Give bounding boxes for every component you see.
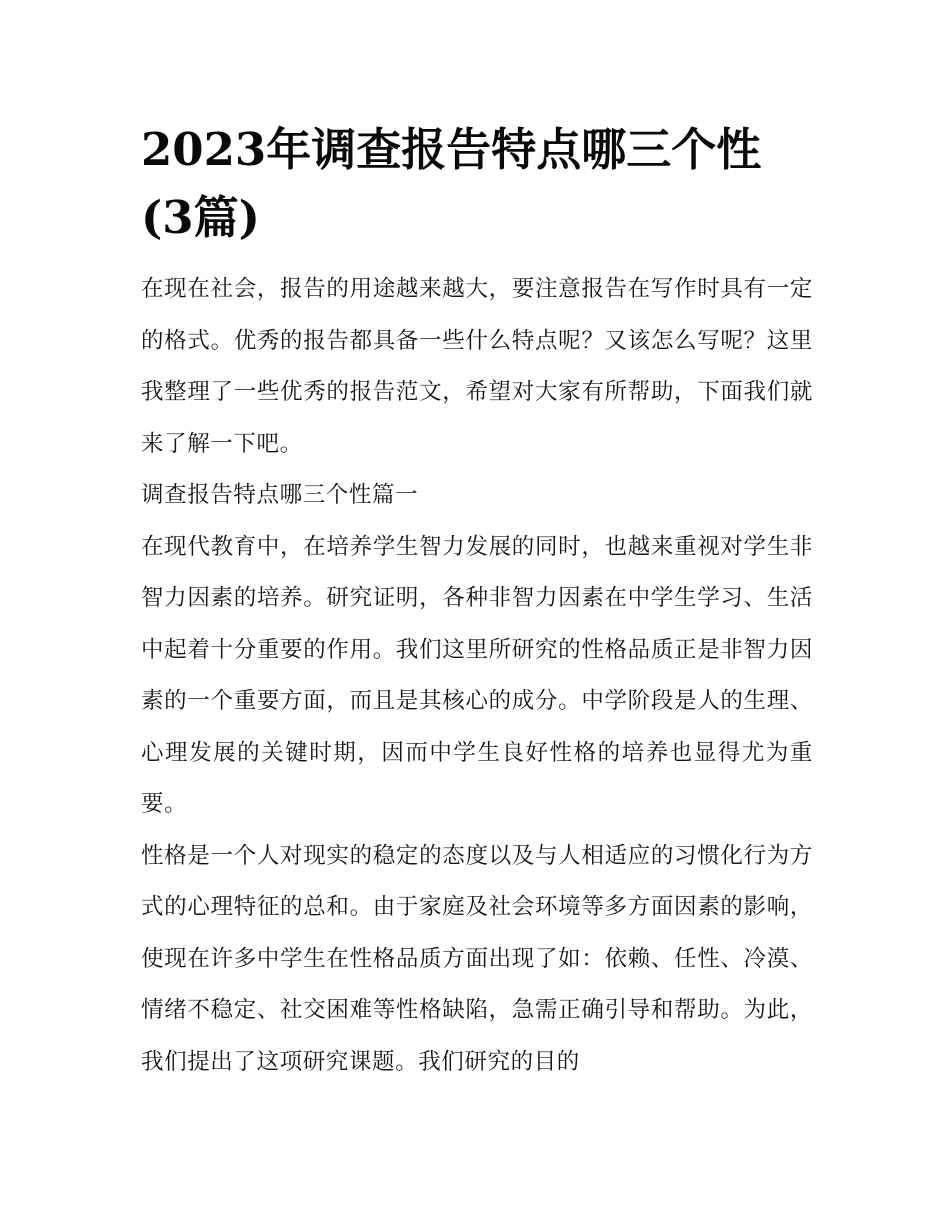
document-body xyxy=(141,116,813,1088)
section-heading: 调查报告特点哪三个性篇一 xyxy=(141,482,419,508)
document-title: 2023年调查报告特点哪三个性(3篇) xyxy=(141,123,762,244)
body-paragraph-1: 在现代教育中，在培养学生智力发展的同时，也越来重视对学生非智力因素的培养。研究证明，各种非智力因素在中学生学习、生活中起着十分重要的作用。我们这里所研究的性格品质正是非智力因素的一个重要方面，而且是其核心的成分。中学阶段是人的生理、心理发展的关键时期，因而中学生良好性格的培养也显得尤为重要。 xyxy=(141,533,813,817)
intro-paragraph: 在现在社会，报告的用途越来越大，要注意报告在写作时具有一定的格式。优秀的报告都具备一些什么特点呢？又该怎么写呢？这里我整理了一些优秀的报告范文，希望对大家有所帮助，下面我们就来了解一下吧。 xyxy=(141,276,813,457)
body-paragraph-2: 性格是一个人对现实的稳定的态度以及与人相适应的习惯化行为方式的心理特征的总和。由于家庭及社会环境等多方面因素的影响，使现在许多中学生在性格品质方面出现了如：依赖、任性、冷漠、情绪不稳定、社交困难等性格缺陷，急需正确引导和帮助。为此，我们提出了这项研究课题。我们研究的目的 xyxy=(141,842,813,1075)
